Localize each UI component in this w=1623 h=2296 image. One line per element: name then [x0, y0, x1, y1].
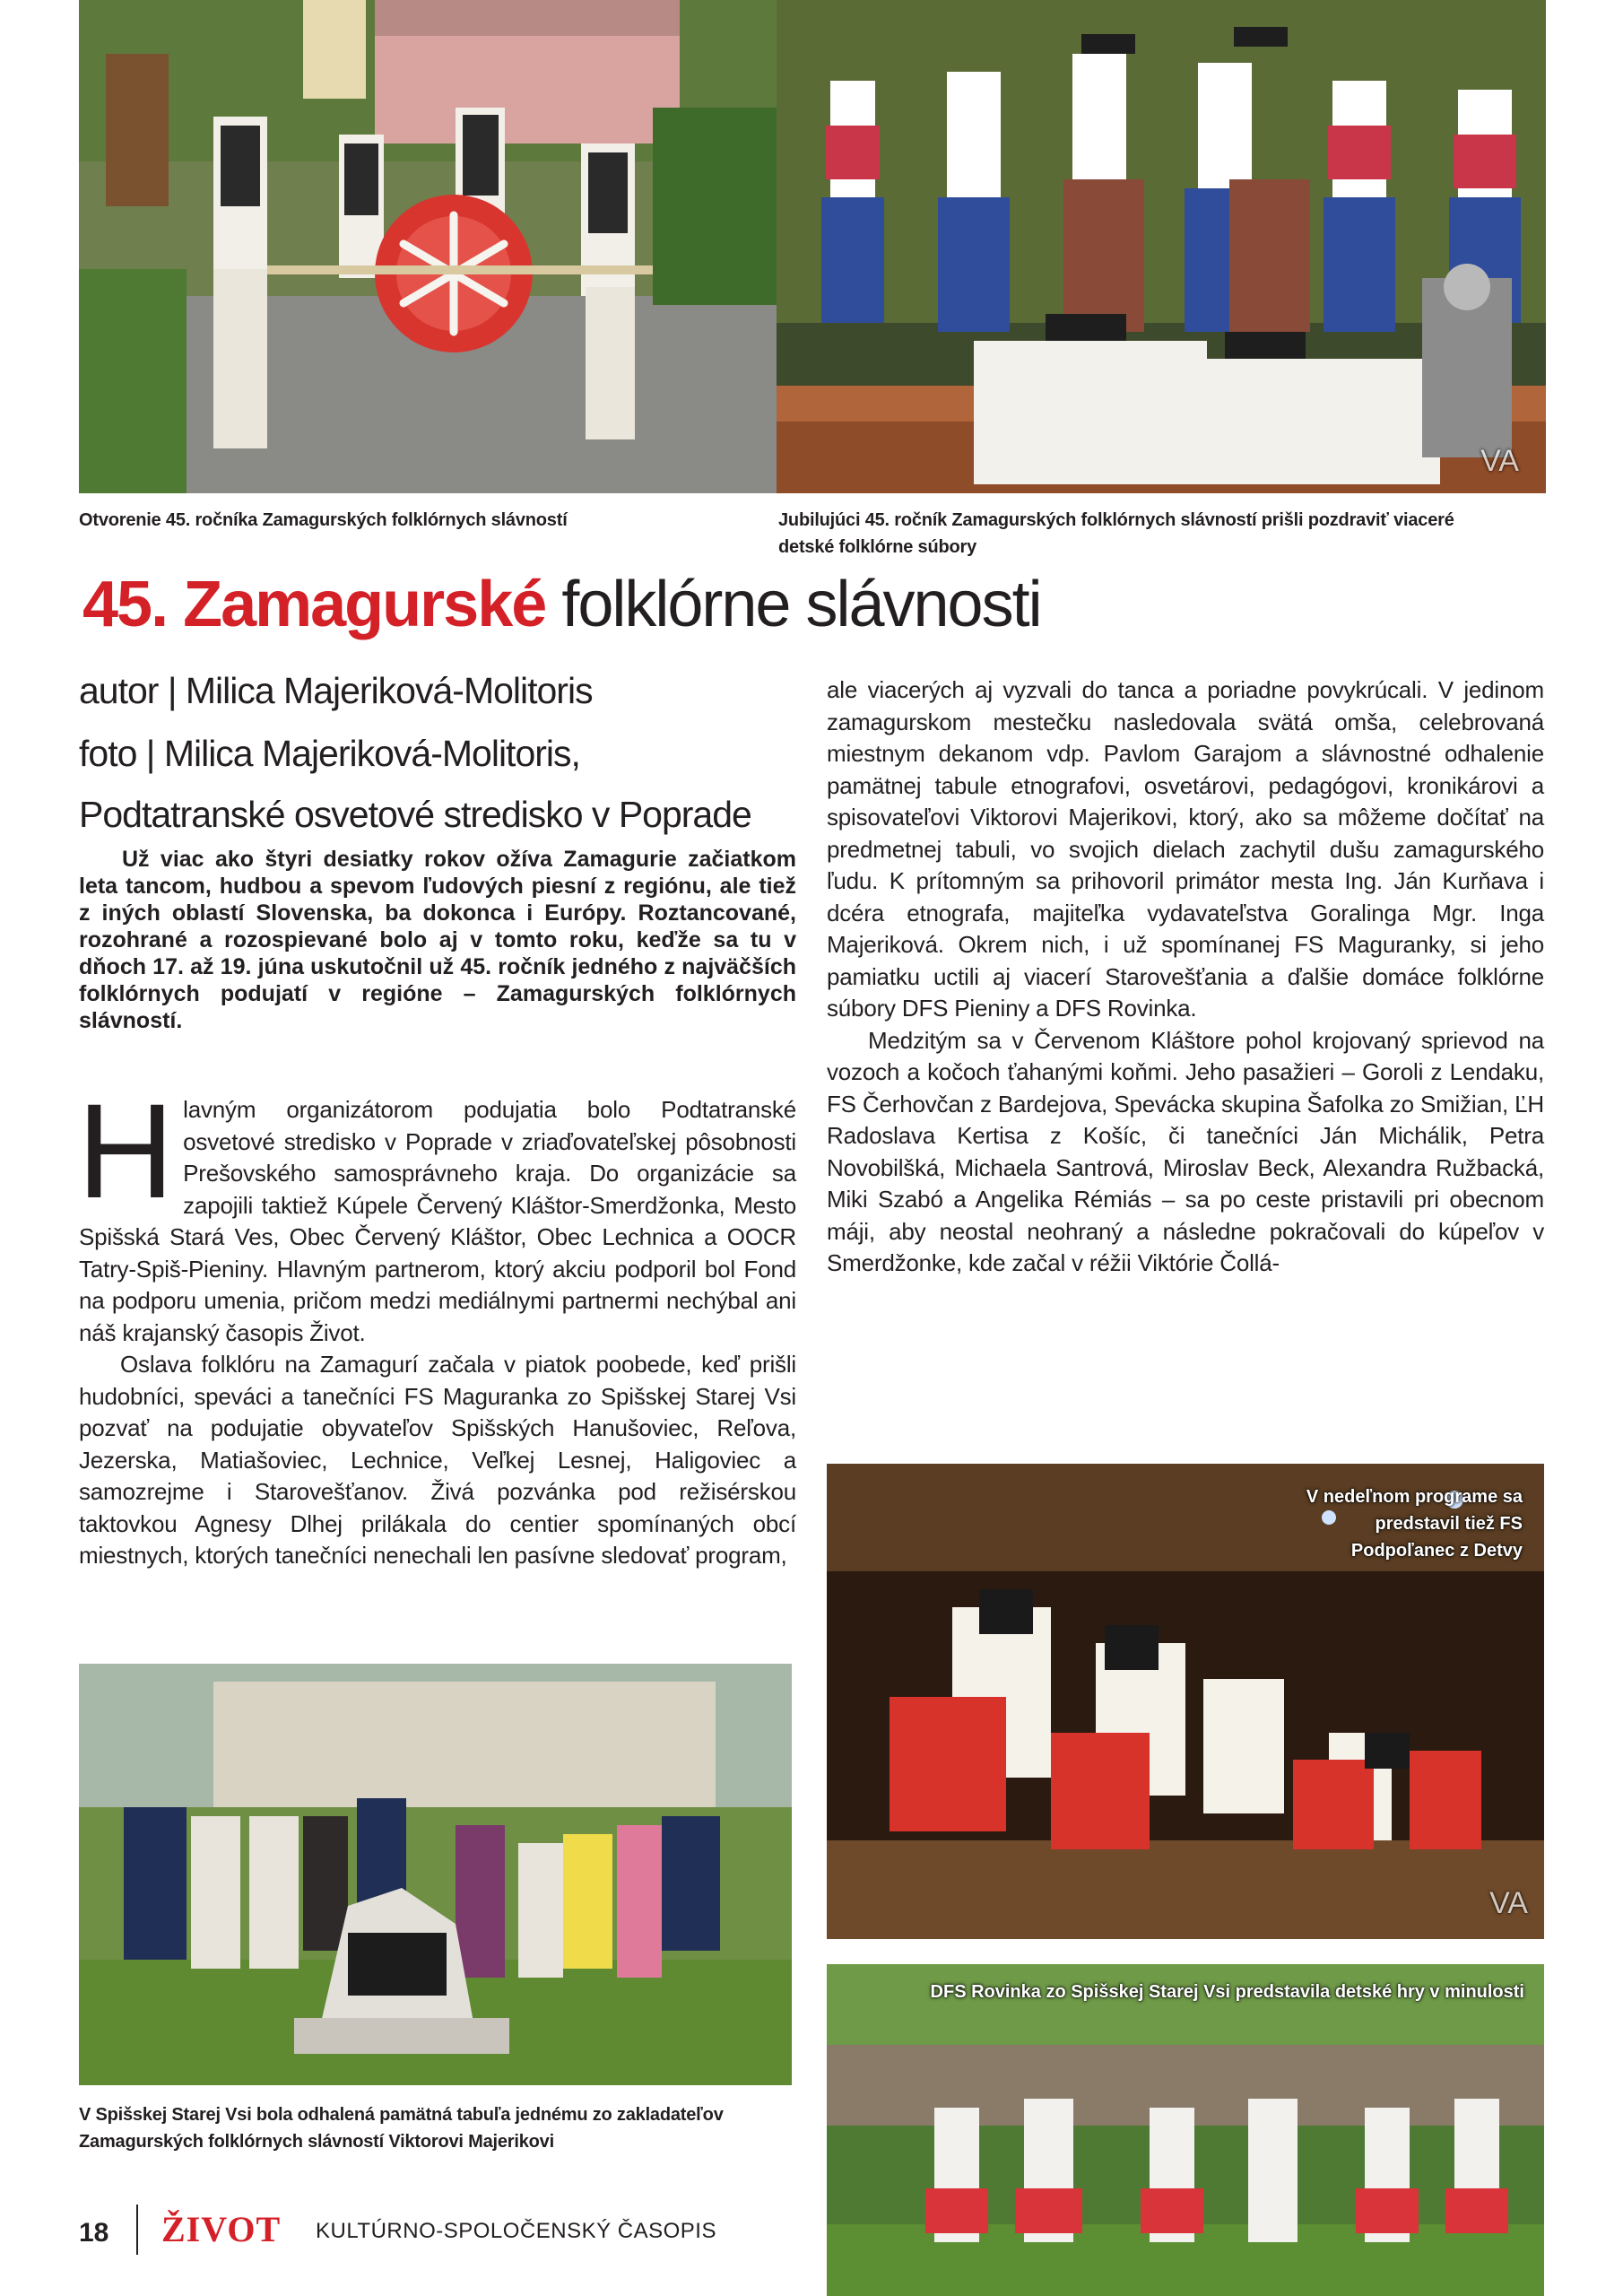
byline-photo-line2: Podtatranské osvetové stredisko v Poprade [79, 794, 751, 835]
body-left-p1: lavným organizátorom podujatia bolo Podtatranské osvetové stredisko v Poprade v zriaďovateľskej pôsobnosti Prešovského samosprávneho kraja. Do organizácie sa zapojili taktiež Kúpele Červený Kláštor-Smerdžonka, Mesto Spišská Stará Ves, Obec Červený Kláštor, Obec Lechnica a OOCR Tatry-Spiš-Pieniny. Hlavným partnerom, ktorý akciu podporil bol Fond na podporu umenia, pričom medzi mediálnymi partnermi nechýbal ani náš krajanský časopis Život. [79, 1096, 796, 1346]
magazine-logo: ŽIVOT [161, 2209, 282, 2249]
caption-photo5: DFS Rovinka zo Spišskej Starej Vsi predstavila detské hry v minulosti [930, 1982, 1524, 2002]
body-paragraph [77, 1075, 796, 1349]
footer-divider [136, 2205, 138, 2255]
watermark-va: VA [1480, 444, 1519, 478]
page-number: 18 [79, 2218, 109, 2248]
dropcap-letter: H [77, 1075, 175, 1226]
caption-photo1: Otvorenie 45. ročníka Zamagurských folklórnych slávností [79, 510, 568, 530]
caption-photo4: V Spišskej Starej Vsi bola odhalená pamätná tabuľa jednému zo zakladateľov Zamagurských folklórnych slávností Viktorovi Majerikovi [79, 2105, 724, 2152]
photo-parade-opening [79, 0, 789, 493]
body-left-p2: Oslava folklóru na Zamagurí začala v piatok poobede, keď prišli hudobníci, speváci a tanečníci FS Maguranka zo Spišskej Starej Vsi pozvať na podujatie obyvateľov Spišských Hanušoviec, Reľova, Jezerska, Matiašoviec, Lechnice, Veľkej Lesnej, Haligoviec a samozrejme i Starovešťanov. Živá pozvánka pod režisérskou taktovkou Agnesy Dlhej prilákala do centier spomínaných obcí miestnych, ktorých tanečníci nenechali len pasívne sledovať program, [79, 1351, 796, 1569]
article-lead: Už viac ako štyri desiatky rokov ožíva Zamagurie začiatkom leta tancom, hudbou a spevom ľudových piesní z regiónu, ale tiež z iných oblastí Slovenska, ba dokonca i Európy. Roztancované, rozohrané a rozospievané bolo aj v tomto roku, keďže sa tu v dňoch 17. až 19. júna uskutočnil už 45. ročník jedného z najväčších folklórnych podujatí v regióne – Zamagurských folklórnych slávností. [79, 847, 796, 1033]
article-headline [82, 563, 1069, 646]
body-right-p1: ale viacerých aj vyzvali do tanca a poriadne povykrúcali. V jedinom zamagurskom mestečku nasledovala svätá omša, celebrovaná miestnym dekanom vdp. Pavlom Garajom a slávnostné odhalenie pamätnej tabule etnografovi, osvetárovi, pedagógovi, kronikárovi a spisovateľovi Viktorovi Majerikovi, ktorý, ako sa môžeme dočítať na predmetnej tabuli, vo svojich dielach zachytil dušu zamagurského ľudu. K prítomným sa prihovoril primátor mesta Ing. Ján Kurňava i dcéra etnografa, majiteľka vydavateľstva Goralinga Mgr. Inga Majeriková. Okrem nich, i už spomínanej FS Maguranky, si jeho pamiatku uctili aj viacerí Starovešťania a ďalšie domáce folklórne súbory DFS Pieniny a DFS Rovinka. [827, 676, 1544, 1022]
byline-author: autor | Milica Majeriková-Molitoris [79, 670, 593, 711]
watermark-va-2: VA [1489, 1886, 1528, 1920]
photo-memorial-plaque [79, 1664, 792, 2085]
body-right-p2: Medzitým sa v Červenom Kláštore pohol krojovaný sprievod na vozoch a kočoch ťahanými koňmi. Jeho pasažieri – Goroli z Lendaku, FS Čerhovčan z Bardejova, Spevácka skupina Šafolka zo Smižian, ĽH Radoslava Kertisa z Košíc, či tanečníci Ján Michálik, Petra Novobilšká, Michaela Santrová, Miroslav Beck, Alexandra Ružbacká, Miki Szabó a Angelika Rémiás – sa po ceste pristavili pri obecnom máji, aby neostal neohraný a následne pokračovali do kúpeľov v Smerdžonke, kde začal v réžii Viktórie Čollá- [827, 1026, 1544, 1276]
body-left-column [77, 1075, 796, 1572]
caption-photo3: V nedeľnom programe sa predstavil tiež FS Podpoľanec z Detvy [1306, 1487, 1523, 1561]
headline-highlight: 45. Zamagurské [82, 569, 546, 640]
body-right-column [827, 674, 1544, 1280]
photo-children-stage [777, 0, 1546, 493]
byline-photo-line1: foto | Milica Majeriková-Molitoris, [79, 733, 580, 774]
magazine-tagline: KULTÚRNO-SPOLOČENSKÝ ČASOPIS [316, 2219, 716, 2243]
photo-rovinka-games [827, 1964, 1544, 2296]
headline-rest: folklórne slávnosti [561, 569, 1041, 640]
caption-photo2: Jubilujúci 45. ročník Zamagurských folklórnych slávností prišli pozdraviť viaceré detské folklórne súbory [778, 510, 1454, 557]
